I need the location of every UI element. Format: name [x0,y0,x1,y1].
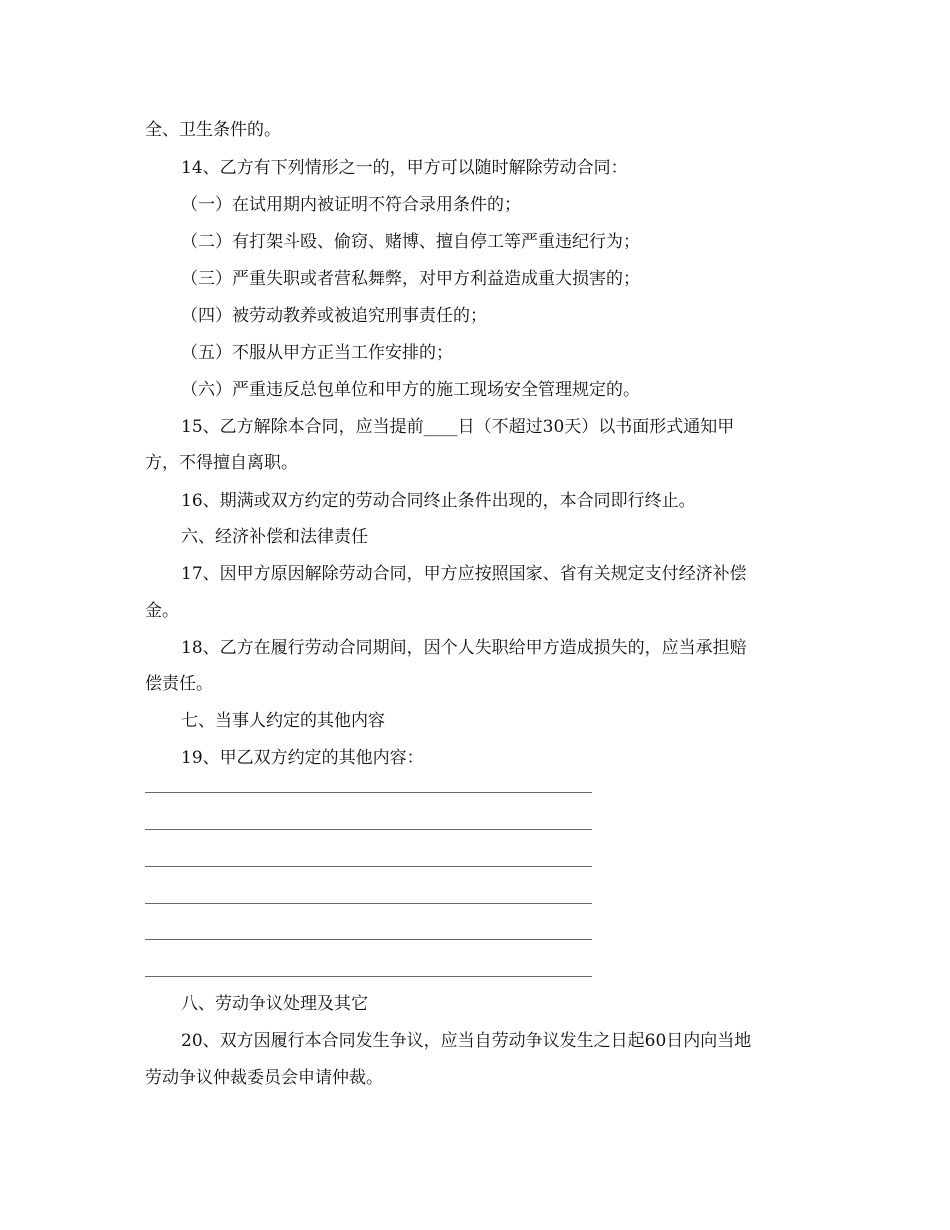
clause-18-continued: 偿责任。 [145,674,213,694]
clause-14-item-5: （五）不服从甲方正当工作安排的； [181,343,453,363]
clause-14-item-2: （二）有打架斗殴、偷窃、赌博、擅自停工等严重违纪行为； [181,232,640,252]
clause-14-item-6: （六）严重违反总包单位和甲方的施工现场安全管理规定的。 [181,380,640,400]
clause-16: 16、期满或双方约定的劳动合同终止条件出现的，本合同即行终止。 [181,491,696,511]
clause-14: 14、乙方有下列情形之一的，甲方可以随时解除劳动合同： [181,158,628,178]
clause-15-continued: 方，不得擅自离职。 [145,453,298,473]
blank-fill-line [145,976,592,977]
section-heading-8: 八、劳动争议处理及其它 [181,994,368,1014]
section-heading-7: 七、当事人约定的其他内容 [181,711,385,731]
section-heading-6: 六、经济补偿和法律责任 [181,527,368,547]
clause-14-item-3: （三）严重失职或者营私舞弊，对甲方利益造成重大损害的； [181,269,640,289]
clause-17-continued: 金。 [145,601,179,621]
clause-17: 17、因甲方原因解除劳动合同，甲方应按照国家、省有关规定支付经济补偿 [181,564,747,584]
clause-20: 20、双方因履行本合同发生争议，应当自劳动争议发生之日起60日内向当地 [181,1031,752,1051]
clause-18: 18、乙方在履行劳动合同期间，因个人失职给甲方造成损失的，应当承担赔 [181,638,747,658]
clause-14-item-4: （四）被劳动教养或被追究刑事责任的； [181,306,487,326]
blank-fill-line [145,792,592,793]
text-line: 全、卫生条件的。 [145,120,281,140]
blank-fill-line [145,939,592,940]
clause-19: 19、甲乙双方约定的其他内容： [181,748,424,768]
blank-fill-line [145,829,592,830]
clause-20-continued: 劳动争议仲裁委员会申请仲裁。 [145,1068,383,1088]
clause-15: 15、乙方解除本合同，应当提前____日（不超过30天）以书面形式通知甲 [181,417,735,437]
clause-14-item-1: （一）在试用期内被证明不符合录用条件的； [181,195,521,215]
blank-fill-line [145,903,592,904]
blank-fill-line [145,866,592,867]
